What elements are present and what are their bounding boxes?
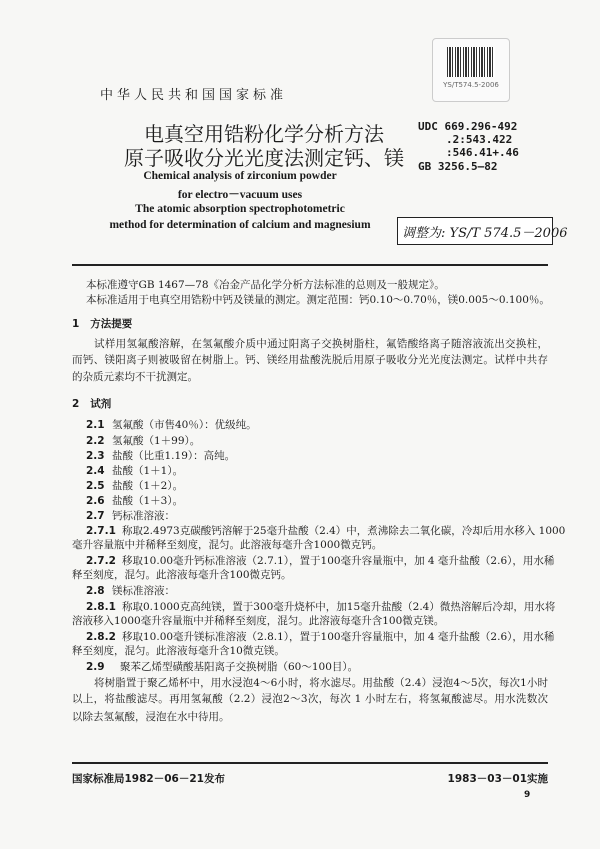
reagent-text: 盐酸（1＋1）。 [112, 465, 184, 477]
paragraph-line: 试样用氢氟酸溶解，在氢氟酸介质中通过阳离子交换树脂柱，氟锆酸络离子随溶液流出交换柱， [94, 338, 548, 350]
reagent-number: 2.5 [86, 480, 105, 492]
national-standard-label: 中华人民共和国国家标准 [100, 88, 288, 103]
reagent-text: 钙标准溶液： [112, 510, 175, 522]
reagent-item [86, 630, 555, 644]
reagent-number: 2.8.1 [86, 601, 116, 613]
issued-date: 国家标准局1982－06－21发布 [72, 773, 225, 785]
reagent-text: 聚苯乙烯型磺酸基阳离子交换树脂（60～100目）。 [120, 661, 359, 673]
section-number: 2 [72, 398, 80, 410]
reagent-text: 盐酸（比重1.19）：高纯。 [112, 450, 236, 462]
paragraph-line: 以除去氢氟酸，浸泡在水中待用。 [72, 711, 230, 723]
reagent-number: 2.7.2 [86, 555, 116, 567]
title-cn-line-2: 原子吸收分光光度法测定钙、镁 [124, 146, 404, 170]
reagent-item [86, 554, 555, 568]
reagent-item [86, 584, 175, 598]
reagent-item [86, 509, 175, 523]
reagent-number: 2.9 [86, 661, 105, 673]
section-1-heading [72, 317, 132, 331]
reagent-text: 盐酸（1＋2）。 [112, 480, 184, 492]
page-number: 9 [524, 790, 531, 800]
reagent-number: 2.8.2 [86, 631, 116, 643]
reagent-item [86, 660, 358, 674]
effective-date: 1983－03－01实施 [447, 773, 548, 785]
section-2-heading [72, 397, 111, 411]
udc-line-2: .2:543.422 [446, 133, 513, 146]
section-title: 试剂 [90, 398, 112, 410]
intro-line: 本标准适用于电真空用锆粉中钙及镁量的测定。测定范围：钙0.10～0.70％，镁0.005～0.100％。 [86, 294, 550, 306]
title-en-line-2: for electro－vacuum uses [177, 189, 303, 201]
reagent-text: 氢氟酸（1＋99）。 [112, 435, 201, 447]
reagent-item-continuation: 释至刻度，混匀。此溶液每毫升含100微克钙。 [72, 569, 292, 581]
title-en-line-1: Chemical analysis of zirconium powder [143, 170, 337, 182]
reagent-item-continuation: 毫升容量瓶中并稀释至刻度，混匀。此溶液每毫升含1000微克钙。 [72, 539, 383, 551]
section-number: 1 [72, 318, 80, 330]
reagent-item [86, 449, 235, 463]
reagent-number: 2.7.1 [86, 525, 116, 537]
paragraph-line: 将树脂置于聚乙烯杯中，用水浸泡4～6小时，将水滤尽。用盐酸（2.4）浸泡4～5次，每次1小时 [94, 677, 548, 689]
adjusted-note-box [397, 217, 568, 245]
paragraph-line: 的杂质元素均不干扰测定。 [72, 371, 198, 383]
title-en-line-4: method for determination of calcium and magnesium [109, 219, 371, 231]
reagent-number: 2.4 [86, 465, 105, 477]
reagent-number: 2.1 [86, 419, 105, 431]
title-cn-line-1: 电真空用锆粉化学分析方法 [144, 122, 384, 146]
intro-line: 本标准遵守GB 1467—78《冶金产品化学分析方法标准的总则及一般规定》。 [86, 279, 445, 291]
reagent-number: 2.8 [86, 585, 105, 597]
udc-line-1: UDC 669.296-492 [418, 120, 518, 133]
reagent-number: 2.6 [86, 495, 105, 507]
reagent-number: 2.2 [86, 435, 105, 447]
reagent-item [86, 464, 183, 478]
reagent-item [86, 479, 183, 493]
reagent-number: 2.3 [86, 450, 105, 462]
header-rule [72, 264, 548, 266]
title-en-line-3: The atomic absorption spectrophotometric [135, 203, 345, 215]
paragraph-line: 以上，将盐酸滤尽。再用氢氟酸（2.2）浸泡2～3次，每次 1 小时左右，将氢氟酸滤尽。用水洗数次 [72, 693, 548, 705]
reagent-item [86, 600, 556, 614]
reagent-item-continuation: 释至刻度，混匀。此溶液每毫升含10微克镁。 [72, 645, 285, 657]
reagent-text: 氢氟酸（市售40％）：优级纯。 [112, 419, 257, 431]
reagent-text: 移取10.00毫升镁标准溶液（2.8.1），置于100毫升容量瓶中，加 4 毫升盐酸（2.6），用水稀 [122, 631, 555, 643]
barcode-code: YS/T574.5-2006 [443, 81, 499, 89]
udc-line-3: :546.41+.46 [446, 146, 519, 159]
reagent-text: 称取2.4973克碳酸钙溶解于25毫升盐酸（2.4）中，煮沸除去二氧化碳，冷却后用水移入 1000 [122, 525, 566, 537]
footer-rule [72, 762, 548, 764]
reagent-item [86, 494, 183, 508]
reagent-item [86, 418, 257, 432]
reagent-item [86, 524, 566, 538]
adjusted-note: 调整为: YS/T 574.5－2006 [402, 226, 568, 241]
reagent-text: 称取0.1000克高纯镁，置于300毫升烧杯中，加15毫升盐酸（2.4）微热溶解后冷却，用水将 [122, 601, 556, 613]
reagent-text: 镁标准溶液： [112, 585, 175, 597]
reagent-item-continuation: 溶液移入1000毫升容量瓶中并稀释至刻度，混匀。此溶液每毫升含100微克镁。 [72, 615, 445, 627]
barcode-icon [447, 47, 495, 77]
paragraph-line: 而钙、镁阳离子则被吸留在树脂上。钙、镁经用盐酸洗脱后用原子吸收分光光度法测定。试样中共存 [72, 354, 548, 366]
section-title: 方法提要 [90, 318, 133, 330]
gb-number: GB 3256.5—82 [418, 160, 498, 173]
reagent-number: 2.7 [86, 510, 105, 522]
reagent-item [86, 434, 200, 448]
barcode-sticker [432, 38, 510, 102]
reagent-text: 盐酸（1＋3）。 [112, 495, 184, 507]
reagent-text: 移取10.00毫升钙标准溶液（2.7.1），置于100毫升容量瓶中，加 4 毫升盐酸（2.6），用水稀 [122, 555, 555, 567]
